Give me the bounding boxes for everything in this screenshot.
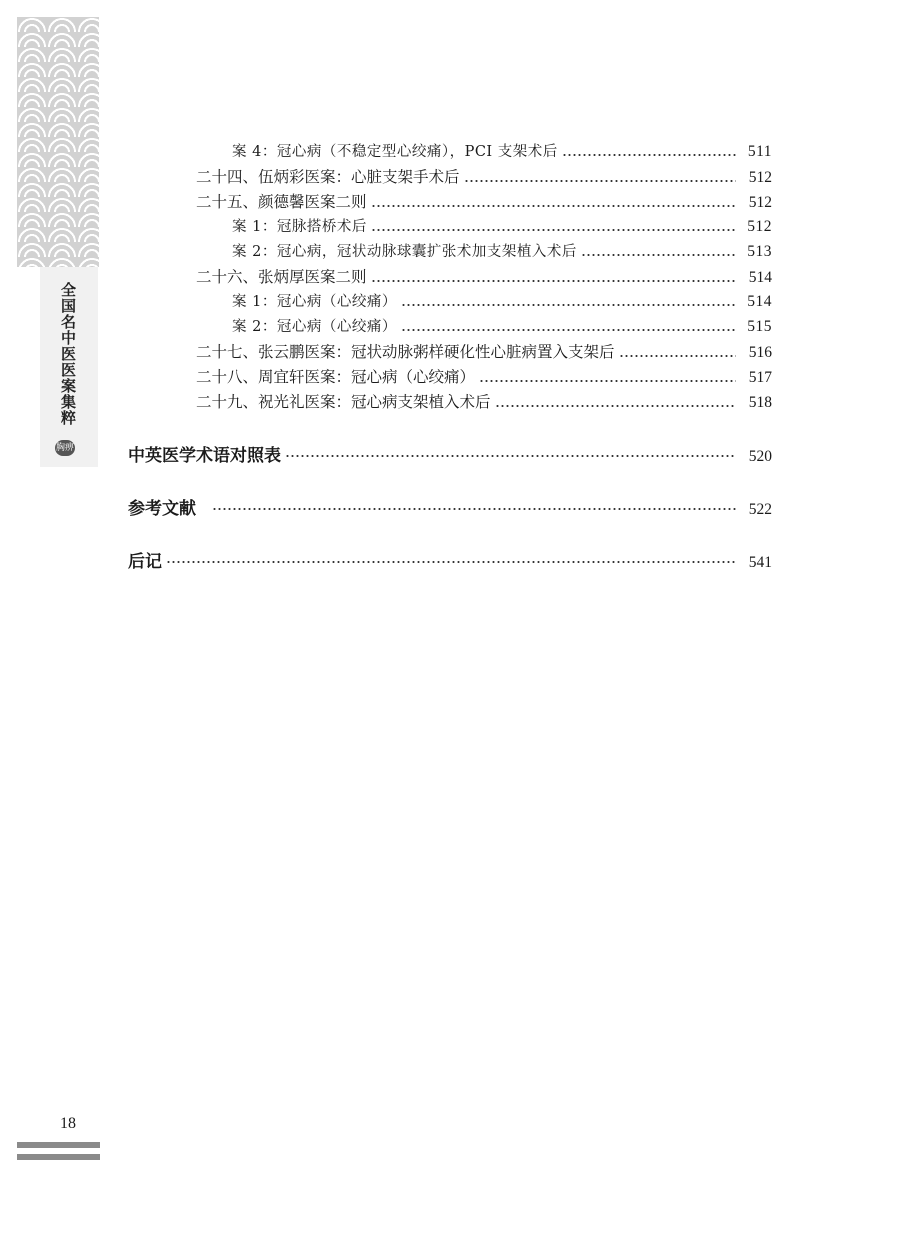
- footer-bar: [17, 1142, 100, 1148]
- toc-entry-title: 案 1：冠心病（心绞痛）: [232, 294, 397, 310]
- toc-entry[interactable]: [232, 292, 772, 312]
- leader-dots: [619, 355, 736, 357]
- book-title-vertical: 全国名中医医案集粹: [59, 282, 77, 426]
- toc-section-title: 后记: [128, 552, 162, 572]
- toc-section-title: 中英医学术语对照表: [128, 446, 281, 466]
- leader-dots: [581, 254, 736, 256]
- toc-entry[interactable]: [232, 242, 772, 262]
- toc-entry[interactable]: [196, 367, 772, 388]
- toc-entry-title: 案 2：冠心病（心绞痛）: [232, 319, 397, 335]
- leader-dots: [464, 180, 736, 182]
- leader-dots: [562, 154, 736, 156]
- toc-entry-title: 案 4：冠心病（不稳定型心绞痛），PCI 支架术后: [232, 144, 558, 160]
- leader-dots: [371, 205, 736, 207]
- toc-entry-page: 512: [748, 194, 772, 211]
- leader-dots: [479, 380, 736, 382]
- toc-entry-title: 案 2：冠心病，冠状动脉球囊扩张术加支架植入术后: [232, 244, 577, 260]
- toc-entry-page: 513: [747, 243, 772, 260]
- toc-entry-title: 二十八、周宜轩医案：冠心病（心绞痛）: [196, 368, 476, 386]
- page-number: 18: [60, 1115, 76, 1132]
- toc-entry[interactable]: [196, 192, 772, 213]
- toc-entry-page: 512: [748, 169, 772, 186]
- leader-dots: [401, 329, 736, 331]
- toc-section[interactable]: [128, 445, 772, 468]
- toc-entry-page: 515: [747, 318, 772, 335]
- toc-entry-page: 518: [748, 394, 772, 411]
- toc-entry[interactable]: [232, 317, 772, 337]
- leader-dots: [212, 508, 736, 510]
- toc-entry[interactable]: [232, 217, 772, 237]
- toc-section-page: 541: [748, 554, 772, 571]
- toc-entry-title: 二十四、伍炳彩医案：心脏支架手术后: [196, 168, 460, 186]
- toc-section-page: 520: [748, 448, 772, 465]
- leader-dots: [371, 229, 736, 231]
- toc-section-title: 参考文献: [128, 499, 196, 519]
- toc-entry-page: 514: [747, 293, 772, 310]
- toc-entry-page: 511: [747, 143, 772, 160]
- toc-entry-title: 案 1：冠脉搭桥术后: [232, 219, 367, 235]
- toc-entry-page: 517: [748, 369, 772, 386]
- footer-bar: [17, 1154, 100, 1160]
- leader-dots: [495, 405, 736, 407]
- leader-dots: [401, 304, 736, 306]
- toc-entry[interactable]: [196, 342, 772, 363]
- decorative-wave-pattern: [17, 17, 99, 267]
- volume-badge: 胸痹: [55, 440, 75, 456]
- toc-entry-page: 512: [747, 218, 772, 235]
- toc-entry-page: 516: [748, 344, 772, 361]
- toc-entry-title: 二十六、张炳厚医案二则: [196, 268, 367, 286]
- leader-dots: [166, 561, 736, 563]
- toc-section[interactable]: [128, 551, 772, 574]
- leader-dots: [371, 280, 736, 282]
- toc-entry-page: 514: [748, 269, 772, 286]
- toc-entry-title: 二十七、张云鹏医案：冠状动脉粥样硬化性心脏病置入支架后: [196, 343, 615, 361]
- toc-entry-title: 二十五、颜德馨医案二则: [196, 193, 367, 211]
- leader-dots: [285, 455, 736, 457]
- toc-entry[interactable]: [196, 267, 772, 288]
- toc-entry-title: 二十九、祝光礼医案：冠心病支架植入术后: [196, 393, 491, 411]
- toc-entry[interactable]: [196, 392, 772, 413]
- toc-entry[interactable]: [232, 142, 772, 162]
- toc-entry[interactable]: [196, 167, 772, 188]
- toc-section-page: 522: [748, 501, 772, 518]
- toc-section[interactable]: [128, 498, 772, 521]
